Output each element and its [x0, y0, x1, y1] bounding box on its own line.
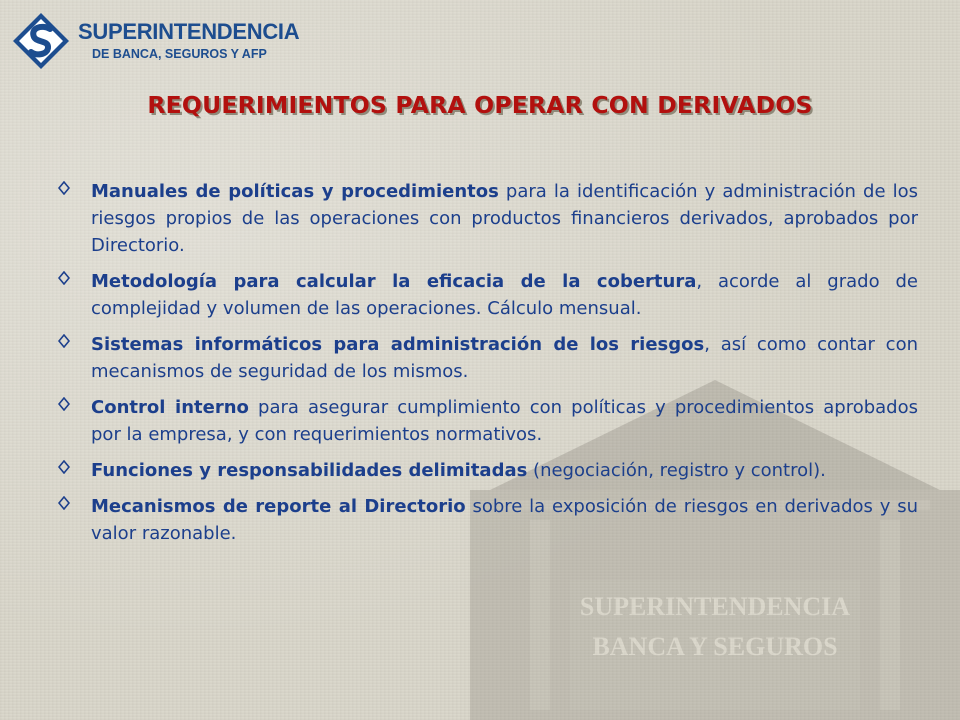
requirements-list	[58, 178, 918, 556]
list-item	[58, 457, 918, 484]
diamond-outline-icon	[58, 334, 70, 348]
sbs-logo	[12, 10, 300, 70]
item-description: sobre la exposición de riesgos en derivados y su valor razonable.	[91, 496, 918, 544]
item-description: para la identificación y administración de los riesgos propios de las operaciones con productos financieros derivados, aprobados por Directorio.	[91, 181, 918, 256]
diamond-outline-icon	[58, 496, 70, 510]
item-heading: Sistemas informáticos para administración de los riesgos	[91, 334, 705, 355]
diamond-outline-icon	[58, 397, 70, 411]
item-heading: Manuales de políticas y procedimientos	[91, 181, 499, 202]
item-heading: Control interno	[91, 397, 249, 418]
sbs-logo-icon	[12, 12, 70, 70]
item-description: (negociación, registro y control).	[527, 460, 826, 481]
item-description: , así como contar con mecanismos de seguridad de los mismos.	[91, 334, 918, 382]
list-item	[58, 493, 918, 547]
list-item	[58, 394, 918, 448]
item-description: para asegurar cumplimiento con políticas y procedimientos aprobados por la empresa, y con requerimientos normativos.	[91, 397, 918, 445]
item-heading: Mecanismos de reporte al Directorio	[91, 496, 466, 517]
logo-subtitle: DE BANCA, SEGUROS Y AFP	[92, 47, 267, 61]
slide-title: REQUERIMIENTOS PARA OPERAR CON DERIVADOS	[147, 91, 813, 119]
list-item	[58, 331, 918, 385]
list-item	[58, 268, 918, 322]
item-heading: Metodología para calcular la eficacia de la cobertura	[91, 271, 697, 292]
diamond-outline-icon	[58, 271, 70, 285]
watermark-text-line2: BANCA Y SEGUROS	[592, 632, 838, 661]
watermark-text-line1: SUPERINTENDENCIA	[579, 592, 851, 621]
diamond-outline-icon	[58, 181, 70, 195]
item-heading: Funciones y responsabilidades delimitadas	[91, 460, 528, 481]
diamond-outline-icon	[58, 460, 70, 474]
list-item	[58, 178, 918, 259]
item-description: , acorde al grado de complejidad y volumen de las operaciones. Cálculo mensual.	[91, 271, 918, 319]
logo-title: SUPERINTENDENCIA	[78, 19, 300, 44]
